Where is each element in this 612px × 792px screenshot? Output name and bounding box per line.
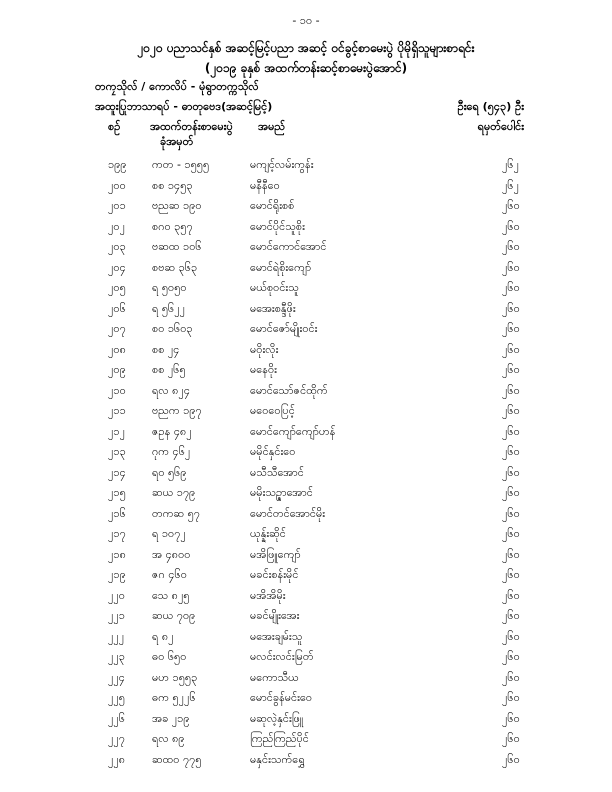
row-number: ၂၂၀ (108, 588, 125, 602)
student-name: မခင်မျိုးအေး (250, 609, 300, 622)
roll-number: အခ ၂၁၉ (152, 711, 190, 725)
roll-number: တကဆ ၅၇ (152, 506, 200, 520)
roll-number: ဗဆထ ၁၀၆ (152, 240, 202, 253)
student-name: မောင်ဇော်မျိုးဝင်း (250, 322, 318, 335)
results-table (0, 158, 612, 773)
total-marks: ၂၆၀ (502, 711, 520, 725)
roll-number: ဗညက ၁၉၇ (152, 404, 202, 417)
row-number: ၂၁၉ (108, 568, 126, 581)
row-number: ၂၁၇ (108, 527, 126, 540)
row-number: ၂၀၆ (108, 301, 126, 315)
roll-number: မဟ ၁၅၅၃ (152, 670, 198, 684)
table-row (0, 322, 612, 343)
student-name: မအိအိမိုး (250, 588, 286, 602)
total-marks: ၂၆၀ (502, 527, 520, 540)
table-row (0, 753, 612, 774)
table-row (0, 527, 612, 548)
student-name: မအိဖြူကျော် (250, 547, 301, 561)
table-row (0, 548, 612, 569)
table-row (0, 630, 612, 651)
total-marks: ၂၆၀ (502, 342, 520, 356)
row-number: ၂၀၃ (108, 240, 126, 253)
student-name: မအေးစန္ဒီဖိုး (250, 301, 296, 315)
row-number: ၂၁၆ (108, 506, 126, 520)
total-marks: ၂၆၀ (502, 588, 520, 602)
column-header-marks: ရမှတ်ပေါင်း (477, 120, 524, 133)
student-name: မမိုင်နှင်းဝေ (250, 445, 296, 458)
total-marks: ၂၆၀ (502, 199, 520, 212)
total-marks: ၂၆၀ (502, 260, 520, 274)
table-row (0, 650, 612, 671)
table-row (0, 363, 612, 384)
roll-number: ရ ၁၀၇၂ (152, 527, 186, 540)
roll-number: ဆယ ၁၇၉ (152, 486, 196, 499)
total-marks: ၂၆၀ (502, 322, 520, 335)
row-number: ၂၀၈ (108, 342, 126, 356)
student-name: မလင်းလင်းမြတ် (250, 650, 314, 663)
table-row (0, 384, 612, 405)
roll-number: ဆထ၀ ၇၇၅ (152, 752, 202, 766)
total-marks: ၂၆၀ (502, 670, 520, 684)
row-number: ၂၂၃ (108, 650, 125, 663)
table-row (0, 220, 612, 241)
table-row (0, 589, 612, 610)
subject-label: အထူးပြုဘာသာရပ် - ဓာတုဗေဒ(အဆင့်မြင့်) (95, 100, 273, 113)
total-marks: ၂၆၀ (502, 363, 520, 376)
student-name: မောင်ရဲစိုးကျော် (250, 260, 312, 274)
table-row (0, 671, 612, 692)
roll-number: သေ ၈၂၅ (152, 588, 190, 602)
student-name: မောင်ကျော်ကျော်ဟန် (250, 424, 336, 438)
table-row (0, 179, 612, 200)
row-number: ၂၂၄ (108, 670, 125, 684)
row-number: ၂၀၁ (108, 199, 126, 212)
total-marks: ၂၆၀ (502, 752, 520, 766)
column-header-roll: ခုံအမှတ် (160, 135, 194, 148)
table-row (0, 568, 612, 589)
roll-number: ဂုက ၄၆၂ (152, 445, 191, 458)
total-marks: ၂၆၀ (502, 547, 520, 561)
total-marks: ၂၆၂ (502, 158, 519, 171)
column-header-no: စဉ် (108, 120, 121, 133)
row-number: ၂၁၄ (108, 465, 126, 479)
student-name: မောင်ကောင်အောင် (250, 240, 327, 253)
roll-number: စစ ၂၆၅ (152, 363, 186, 376)
table-row (0, 261, 612, 282)
total-marks: ၂၆၀ (502, 445, 520, 458)
roll-number: အ ၄၈၀၀ (152, 547, 191, 561)
row-number: ၂၀၇ (108, 322, 126, 335)
table-row (0, 281, 612, 302)
student-name: မကောသီယ (250, 670, 299, 684)
column-header-exam: အထက်တန်းစာမေးပွဲ (150, 120, 233, 133)
student-name: ယုန္န်းဆိုင် (250, 527, 286, 540)
roll-number: ရလ ၈၉ (152, 732, 185, 745)
page-number: - ၁၀ - (292, 14, 320, 27)
table-row (0, 486, 612, 507)
table-row (0, 404, 612, 425)
table-row (0, 445, 612, 466)
roll-number: ဗညဆ ၁၉၀ (152, 199, 202, 212)
student-name: မဆုလဲ့နှင်းဖြူ (250, 711, 304, 725)
student-name: မဝေဝေပြင့် (250, 404, 295, 417)
table-row (0, 302, 612, 323)
roll-number: ရ ၅၆၂၂ (152, 301, 185, 315)
roll-number: ဓက ၅၂၂၆ (152, 691, 196, 704)
row-number: ၂၁၁ (108, 404, 126, 417)
student-name: မယ်စုဝင်းသူ (250, 281, 299, 294)
roll-number: ရဝ ၅၆၉ (152, 465, 187, 479)
student-name: မကျင့်လမ်းကွန်း (250, 158, 314, 171)
row-number: ၂၁၈ (108, 547, 126, 561)
roll-number: ရလ ၈၂၄ (152, 383, 191, 397)
student-name: မခင်းစန်းမိုင် (250, 568, 299, 581)
student-name: မမိုးသဥ္ဇာအောင် (250, 486, 313, 499)
student-name: မောင်ရိုးစစ် (250, 199, 295, 212)
total-marks: ၂၆၀ (502, 404, 520, 417)
row-number: ၂၂၆ (108, 711, 125, 725)
table-row (0, 240, 612, 261)
student-name: မနေဝိုး (250, 363, 277, 376)
roll-number: စဗဆ ၃၆၃ (152, 260, 198, 274)
roll-number: စစ ၂၄ (152, 342, 180, 356)
roll-number: စဂ၀ ၃၅၇ (152, 219, 193, 233)
row-number: ၂၁၅ (108, 486, 126, 499)
total-marks: ၂၆၀ (502, 383, 520, 397)
table-row (0, 425, 612, 446)
row-number: ၂၂၈ (108, 752, 126, 766)
student-name: မောင်သော်ဇင်ထိုက် (250, 383, 328, 397)
table-row (0, 507, 612, 528)
row-number: ၂၂၂ (108, 629, 125, 643)
total-marks: ၂၆၀ (502, 629, 520, 643)
table-row (0, 343, 612, 364)
total-marks: ၂၆၂ (502, 178, 519, 192)
student-name: ကြည်ကြည်ပိုင် (250, 732, 309, 745)
roll-number: စ၀ ၁၆၀၃ (152, 322, 193, 335)
roll-number: ဓ၀ ၆၅၀ (152, 650, 187, 663)
row-number: ၁၉၉ (108, 158, 127, 171)
row-number: ၂၁၃ (108, 445, 126, 458)
total-marks: ၂၆၀ (502, 732, 520, 745)
row-number: ၂၀၀ (108, 178, 126, 192)
row-number: ၂၀၄ (108, 260, 126, 274)
row-number: ၂၂၅ (108, 691, 125, 704)
student-name: မနှင်းသက်ရွှေ (250, 752, 305, 766)
table-row (0, 691, 612, 712)
total-marks: ၂၆၀ (502, 486, 520, 499)
table-row (0, 732, 612, 753)
student-name: မဝိုးလိုး (250, 342, 279, 356)
student-name: မနီနီဝေ (250, 178, 280, 192)
total-marks: ၂၆၀ (502, 219, 520, 233)
row-number: ၂၀၅ (108, 281, 126, 294)
candidate-count: ဦးရေ (၅၄၃) ဦး (457, 100, 524, 113)
total-marks: ၂၆၀ (502, 281, 520, 294)
row-number: ၂၂၇ (108, 732, 125, 745)
total-marks: ၂၆၀ (502, 506, 520, 520)
row-number: ၂၁၂ (108, 424, 125, 438)
table-row (0, 199, 612, 220)
total-marks: ၂၆၀ (502, 691, 520, 704)
total-marks: ၂၆၀ (502, 650, 520, 663)
table-row (0, 609, 612, 630)
student-name: မောင်တင်အောင်မိုး (250, 506, 326, 520)
total-marks: ၂၆၀ (502, 465, 520, 479)
row-number: ၂၀၉ (108, 363, 126, 376)
row-number: ၂၀၂ (108, 219, 125, 233)
university-label: တကၠသိုလ် / ကောလိပ် - မုံရွာတက္ကသိုလ် (95, 80, 259, 93)
roll-number: ဇဥန ၄၈၂ (152, 424, 192, 438)
roll-number: စစ ၁၄၅၃ (152, 178, 193, 192)
roll-number: ရ ၈၂ (152, 629, 174, 643)
table-row (0, 712, 612, 733)
student-name: မအေးချမ်းသူ (250, 629, 303, 643)
roll-number: ဆယ ၇၀၉ (152, 609, 196, 622)
row-number: ၂၁၀ (108, 383, 126, 397)
document-title: ၂၀၂၀ ပညာသင်နှစ် အဆင့်မြင့်ပညာ အဆင့် ဝင်ခွင့်စာမေးပွဲ ပိုမိုရှိသူများစာရင်း (137, 41, 475, 55)
roll-number: ရ ၅၀၅၀ (152, 281, 187, 294)
row-number: ၂၂၁ (108, 609, 125, 622)
student-name: မောင်ခွန်မင်းဝေ (250, 691, 313, 704)
column-header-name: အမည် (258, 120, 286, 133)
table-row (0, 158, 612, 179)
total-marks: ၂၆၀ (502, 568, 520, 581)
roll-number: ကတ - ၁၅၅၅ (152, 158, 210, 171)
table-row (0, 466, 612, 487)
roll-number: ဇဂ ၄၆၀ (152, 568, 187, 581)
total-marks: ၂၆၀ (502, 424, 520, 438)
student-name: မသီသီအောင် (250, 465, 304, 479)
total-marks: ၂၆၀ (502, 240, 520, 253)
total-marks: ၂၆၀ (502, 609, 520, 622)
total-marks: ၂၆၀ (502, 301, 520, 315)
student-name: မောင်ပိုင်သူစိုး (250, 219, 305, 233)
document-subtitle: (၂၀၁၉ ခုနှစ် အထက်တန်းဆင့်စာမေးပွဲအောင်) (204, 61, 408, 75)
